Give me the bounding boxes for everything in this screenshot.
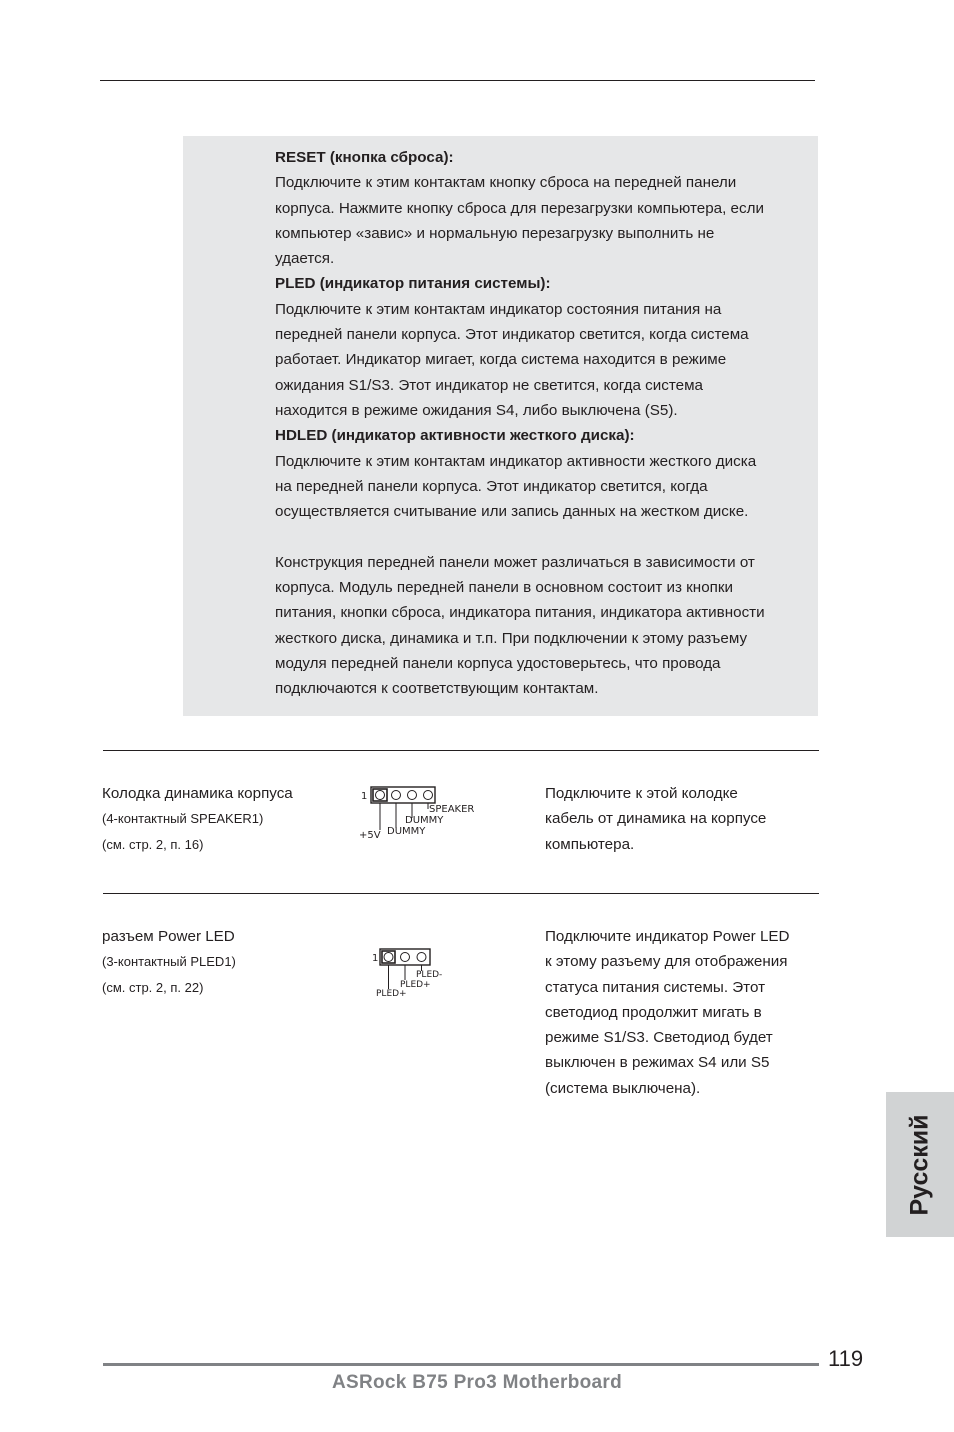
- reset-line: корпуса. Нажмите кнопку сброса для перезагрузки компьютера, если: [275, 199, 764, 217]
- pled-desc-line: светодиод продолжит мигать в: [545, 1003, 762, 1021]
- speaker-label-dummy-bottom: DUMMY: [387, 826, 426, 837]
- info-text: [275, 145, 835, 702]
- pled-pin: [401, 953, 410, 962]
- reset-heading: RESET (кнопка сброса):: [275, 149, 454, 166]
- language-tab-label: Русский: [905, 1113, 934, 1216]
- note-line: Конструкция передней панели может различаться в зависимости от: [275, 553, 755, 571]
- pled-ref: (см. стр. 2, п. 22): [102, 979, 204, 995]
- hdled-line: осуществляется считывание или запись данных на жестком диске.: [275, 503, 749, 521]
- paragraph-gap: [275, 524, 835, 549]
- pled-line: передней панели корпуса. Этот индикатор светится, когда система: [275, 326, 749, 344]
- speaker-ref: (см. стр. 2, п. 16): [102, 836, 204, 852]
- speaker-pin1-label: 1: [361, 791, 368, 802]
- pled-description: [545, 924, 790, 1101]
- footer-title: ASRock B75 Pro3 Motherboard: [332, 1372, 622, 1393]
- pled-title: разъем Power LED: [102, 928, 235, 945]
- speaker-pins: (4-контактный SPEAKER1): [102, 811, 264, 827]
- speaker-desc-line: Подключите к этой колодке: [545, 785, 738, 802]
- top-rule: [100, 80, 815, 81]
- reset-line: компьютер «завис» и нормальную перезагрузку выполнить не: [275, 224, 715, 242]
- reset-line: удается.: [275, 250, 335, 268]
- speaker-desc-line: кабель от динамика на корпусе: [545, 810, 767, 828]
- section-rule: [103, 750, 819, 751]
- hdled-line: на передней панели корпуса. Этот индикатор светится, когда: [275, 477, 708, 495]
- speaker-label-block: [102, 781, 293, 857]
- pled-pin: [384, 953, 393, 962]
- speaker-pin: [408, 791, 417, 800]
- pled-line: Подключите к этим контактам индикатор состояния питания на: [275, 300, 722, 318]
- speaker-label-plus5v: +5V: [359, 830, 381, 840]
- pled-header-diagram: [370, 946, 460, 998]
- pled-heading: PLED (индикатор питания системы):: [275, 275, 551, 293]
- speaker-desc-line: компьютера.: [545, 835, 635, 853]
- pled-desc-line: Подключите индикатор Power LED: [545, 928, 790, 945]
- pled-desc-line: статуса питания системы. Этот: [545, 978, 766, 996]
- note-line: подключаются к соответствующим контактам.: [275, 680, 599, 698]
- page-number: 119: [828, 1346, 864, 1371]
- pled-label-minus: PLED-: [416, 970, 443, 980]
- hdled-heading: HDLED (индикатор активности жесткого диска):: [275, 427, 635, 445]
- note-line: модуля передней панели корпуса удостоверьтесь, что провода: [275, 654, 721, 672]
- note-line: жесткого диска, динамика и т.п. При подключении к этому разъему: [275, 629, 748, 647]
- pled-desc-line: режиме S1/S3. Светодиод будет: [545, 1029, 773, 1047]
- pled-pin: [417, 953, 426, 962]
- pled-line: ожидания S1/S3. Этот индикатор не светится, когда система: [275, 376, 703, 394]
- note-line: корпуса. Модуль передней панели в основном состоит из кнопки: [275, 579, 733, 597]
- speaker-description: [545, 781, 766, 857]
- speaker-label-speaker: SPEAKER: [429, 804, 475, 815]
- pled-desc-line: выключен в режимах S4 или S5: [545, 1054, 770, 1072]
- pled-pins: (3-контактный PLED1): [102, 954, 236, 970]
- speaker-title: Колодка динамика корпуса: [102, 785, 293, 802]
- pled-label-plus-bottom: PLED+: [376, 989, 407, 998]
- pled-label-plus-top: PLED+: [400, 980, 431, 990]
- footer-rule: [103, 1363, 819, 1366]
- pled-line: находится в режиме ожидания S4, либо выключена (S5).: [275, 401, 678, 419]
- pled-pin1-label: 1: [372, 953, 379, 964]
- pled-desc-line: к этому разъему для отображения: [545, 953, 788, 971]
- note-line: питания, кнопки сброса, индикатора питания, индикатора активности: [275, 604, 765, 622]
- pled-label-block: [102, 924, 236, 1000]
- pled-desc-line: (система выключена).: [545, 1079, 701, 1097]
- speaker-pin: [392, 791, 401, 800]
- speaker-label-dummy-top: DUMMY: [405, 815, 444, 826]
- language-tab: [886, 1092, 954, 1237]
- speaker-header-diagram: [357, 784, 487, 840]
- speaker-pin: [376, 791, 385, 800]
- reset-line: Подключите к этим контактам кнопку сброса на передней панели: [275, 174, 737, 192]
- hdled-line: Подключите к этим контактам индикатор активности жесткого диска: [275, 452, 757, 470]
- speaker-pin: [424, 791, 433, 800]
- pled-line: работает. Индикатор мигает, когда система находится в режиме: [275, 351, 727, 369]
- section-rule: [103, 893, 819, 894]
